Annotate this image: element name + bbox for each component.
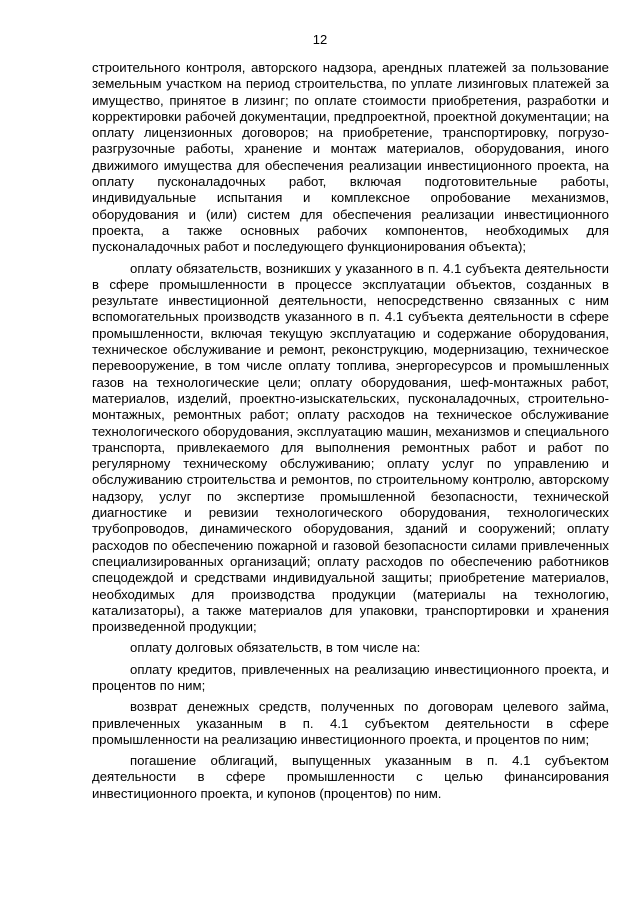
paragraph-loans: оплату кредитов, привлеченных на реализацию инвестиционного проекта, и процентов по ним; [92,661,609,693]
document-body [92,60,609,802]
paragraph-bonds: погашение облигаций, выпущенных указанным в п. 4.1 субъектом деятельности в сфере промышленности с целью финансирования инвестиционного проекта, и купонов (процентов) по ним. [92,753,609,801]
page-number: 12 [312,32,328,47]
paragraph-operational-obligations: оплату обязательств, возникших у указанного в п. 4.1 субъекта деятельности в сфере промышленности в процессе эксплуатации объектов, созданных в результате инвестиционной деятельности, непосредственно связанных с ним вспомогательных производств указанного в п. 4.1 субъекта деятельности в сфере промышленности, включая текущую эксплуатацию и содержание оборудования, техническое обслуживание и ремонт, реконструкцию, модернизацию, техническое перевооружение, в том числе оплату топлива, энергоресурсов и промышленных газов на технологические цели; оплату оборудования, шеф-монтажных работ, материалов, изделий, проектно-изыскательских, пусконаладочных, строительно-монтажных, ремонтных работ; оплату расходов на техническое обслуживание технологического оборудования, эксплуатацию машин, механизмов и специального транспорта, привлекаемого для выполнения ремонтных работ и работ по регулярному техническому обслуживанию; оплату услуг по управлению и обслуживанию строительства и ремонтов, по строительному контролю, авторскому надзору, услуг по экспертизе промышленной безопасности, технической диагностике и ревизии технологического оборудования, технологических трубопроводов, динамического оборудования, зданий и сооружений; оплату расходов по обеспечению пожарной и газовой безопасности силами привлеченных специализированных организаций; оплату расходов по обеспечению работников спецодеждой и средствами индивидуальной защиты; приобретение материалов, необходимых для производства продукции (материалы на технологию, катализаторы), а также материалов для упаковки, транспортировки и хранения произведенной продукции; [92,260,609,635]
paragraph-continuation: строительного контроля, авторского надзора, арендных платежей за пользование земельным участком на период строительства, по уплате лизинговых платежей за имущество, принятое в лизинг; по оплате стоимости приобретения, разработки и корректировки рабочей документации, предпроектной, проектной документации; на оплату лицензионных договоров; на приобретение, транспортировку, погрузо-разгрузочные работы, хранение и монтаж материалов, оборудования, иного движимого имущества для обеспечения реализации инвестиционного проекта, на оплату пусконаладочных работ, включая подготовительные работы, индивидуальные испытания и комплексное опробование механизмов, оборудования и (или) систем для обеспечения реализации инвестиционного проекта, а также основных рабочих компонентов, необходимых для пусконаладочных работ и последующего функционирования объекта); [92,60,609,255]
paragraph-debt-obligations: оплату долговых обязательств, в том числе на: [130,640,421,656]
paragraph-target-loans: возврат денежных средств, полученных по договорам целевого займа, привлеченных указанным в п. 4.1 субъектом деятельности в сфере промышленности на реализацию инвестиционного проекта, и процентов по ним; [92,699,609,747]
